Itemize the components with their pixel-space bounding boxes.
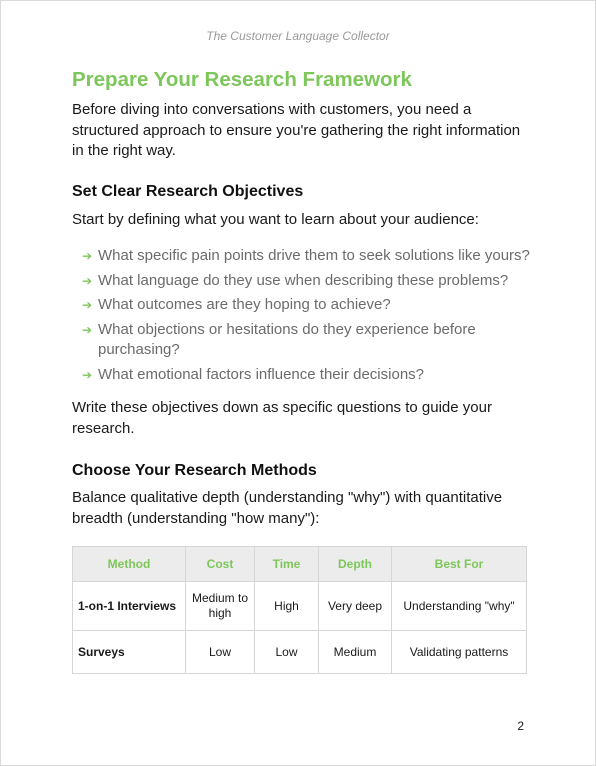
table-cell: Medium to high — [186, 582, 255, 631]
objectives-followup: Write these objectives down as specific questions to guide your research. — [72, 399, 492, 437]
methods-heading: Choose Your Research Methods — [72, 462, 317, 479]
intro-paragraph: Before diving into conversations with customers, you need a structured approach to ensure you're gathering the right information in the right way. — [72, 101, 521, 159]
arrow-right-icon: ➔ — [82, 322, 93, 337]
list-item — [82, 271, 532, 292]
table-cell: 1-on-1 Interviews — [73, 582, 186, 631]
list-item-text: What outcomes are they hoping to achieve? — [98, 296, 391, 313]
table-cell: Surveys — [73, 631, 186, 674]
running-header: The Customer Language Collector — [206, 29, 390, 43]
section-title: Prepare Your Research Framework — [72, 68, 412, 91]
list-item — [82, 365, 532, 386]
table-cell: Very deep — [319, 582, 392, 631]
table-cell: High — [255, 582, 319, 631]
list-item-text: What language do they use when describing these problems? — [98, 271, 509, 289]
objectives-lead: Start by defining what you want to learn about your audience: — [72, 210, 479, 228]
table-cell: Low — [255, 631, 319, 674]
table-cell: Low — [186, 631, 255, 674]
table-header-row — [73, 547, 527, 582]
arrow-right-icon: ➔ — [82, 249, 93, 263]
table-row — [73, 582, 527, 631]
arrow-right-icon: ➔ — [82, 298, 93, 312]
methods-lead: Balance qualitative depth (understanding "why") with quantitative breadth (understanding "how many"): — [72, 489, 503, 527]
list-item-text: What emotional factors influence their decisions? — [98, 365, 425, 383]
table-row — [73, 631, 527, 674]
list-item-text: What objections or hesitations do they experience before purchasing? — [98, 320, 476, 358]
objectives-heading: Set Clear Research Objectives — [72, 182, 304, 200]
objectives-list — [72, 246, 532, 385]
column-header: Method — [73, 547, 186, 582]
column-header: Depth — [319, 547, 392, 582]
list-item — [82, 320, 532, 361]
table-cell: Validating patterns — [392, 631, 527, 674]
methods-table — [72, 546, 527, 674]
list-item-text: What specific pain points drive them to seek solutions like yours? — [98, 247, 530, 264]
table-cell: Understanding "why" — [392, 582, 527, 631]
page-number: 2 — [517, 719, 524, 733]
list-item — [82, 246, 532, 267]
list-item — [82, 295, 532, 316]
column-header: Best For — [392, 547, 527, 582]
column-header: Cost — [186, 547, 255, 582]
table-cell: Medium — [319, 631, 392, 674]
arrow-right-icon: ➔ — [82, 273, 93, 288]
column-header: Time — [255, 547, 319, 582]
arrow-right-icon: ➔ — [82, 367, 93, 382]
page-content — [72, 66, 532, 674]
